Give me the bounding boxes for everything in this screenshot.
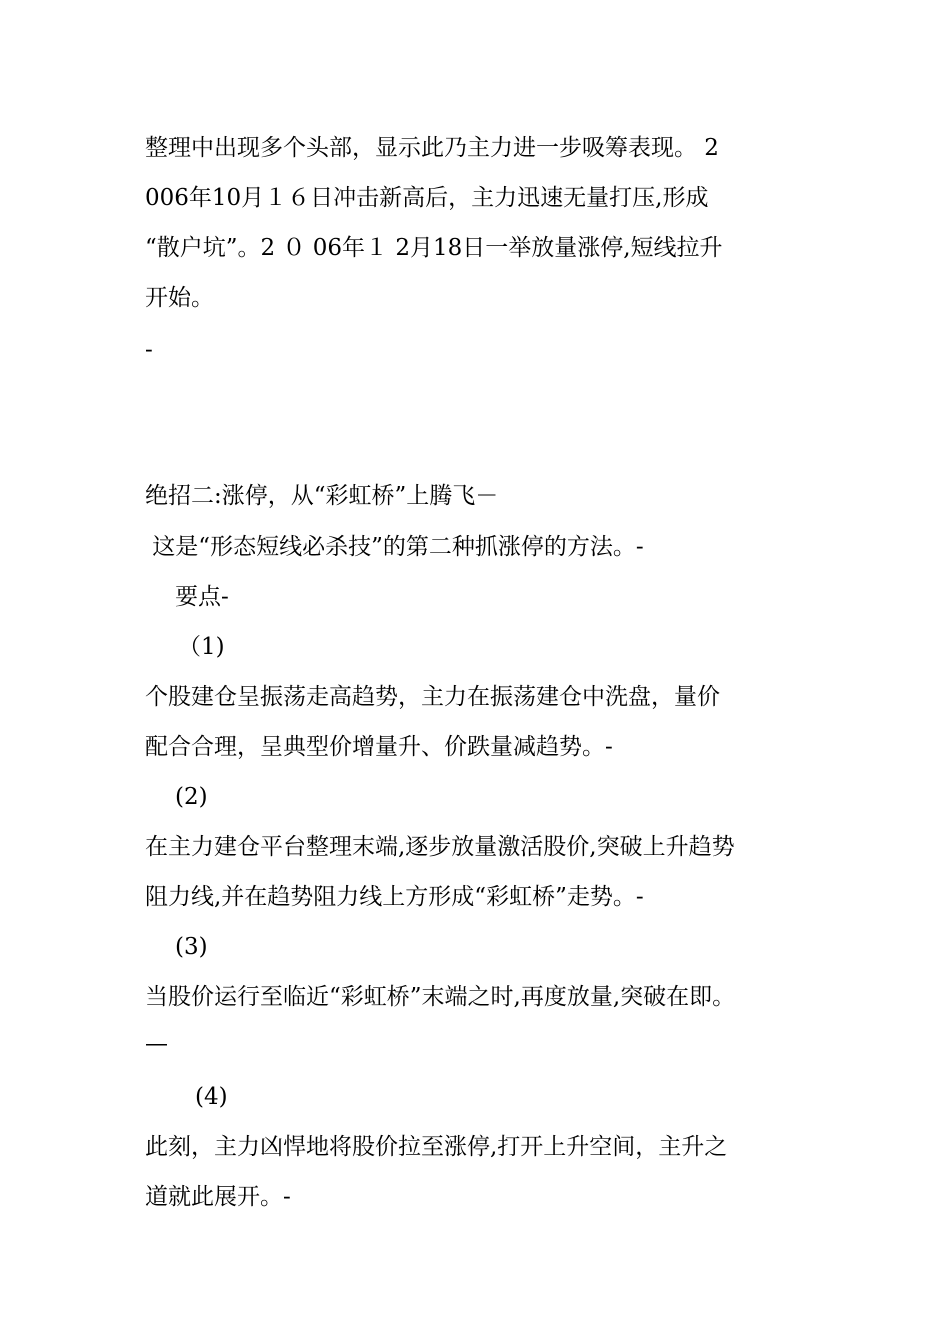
paragraph-line: “散户坑”。2 ０ 06年１ 2月18日一举放量涨停,短线拉升 [145,235,723,261]
item-line: 在主力建仓平台整理末端,逐步放量激活股价,突破上升趋势 [145,834,735,860]
item-number: (4) [195,1084,228,1110]
item-line: — [145,1031,168,1057]
item-line: 阻力线,并在趋势阻力线上方形成“彩虹桥”走势。- [145,884,644,910]
paragraph-line: 006年10月１６日冲击新高后，主力迅速无量打压,形成 [145,185,709,211]
item-number: （1) [178,634,225,660]
separator: - [145,337,153,363]
paragraph-line: 整理中出现多个头部，显示此乃主力进一步吸筹表现。 2 [145,135,719,161]
intro-line: 这是“形态短线必杀技”的第二种抓涨停的方法。- [145,534,644,560]
points-label: 要点- [175,584,229,610]
item-line: 配合合理，呈典型价增量升、价跌量减趋势。- [145,734,613,760]
item-number: (3) [175,934,208,960]
item-line: 个股建仓呈振荡走高趋势，主力在振荡建仓中洗盘，量价 [145,684,720,710]
item-line: 此刻，主力凶悍地将股价拉至涨停,打开上升空间，主升之 [145,1134,728,1160]
item-line: 道就此展开。- [145,1184,291,1210]
item-line: 当股价运行至临近“彩虹桥”末端之时,再度放量,突破在即。 [145,984,736,1010]
item-number: (2) [175,784,208,810]
paragraph-line: 开始。 [145,285,214,311]
section-heading: 绝招二:涨停，从“彩虹桥”上腾飞－ [145,483,499,509]
